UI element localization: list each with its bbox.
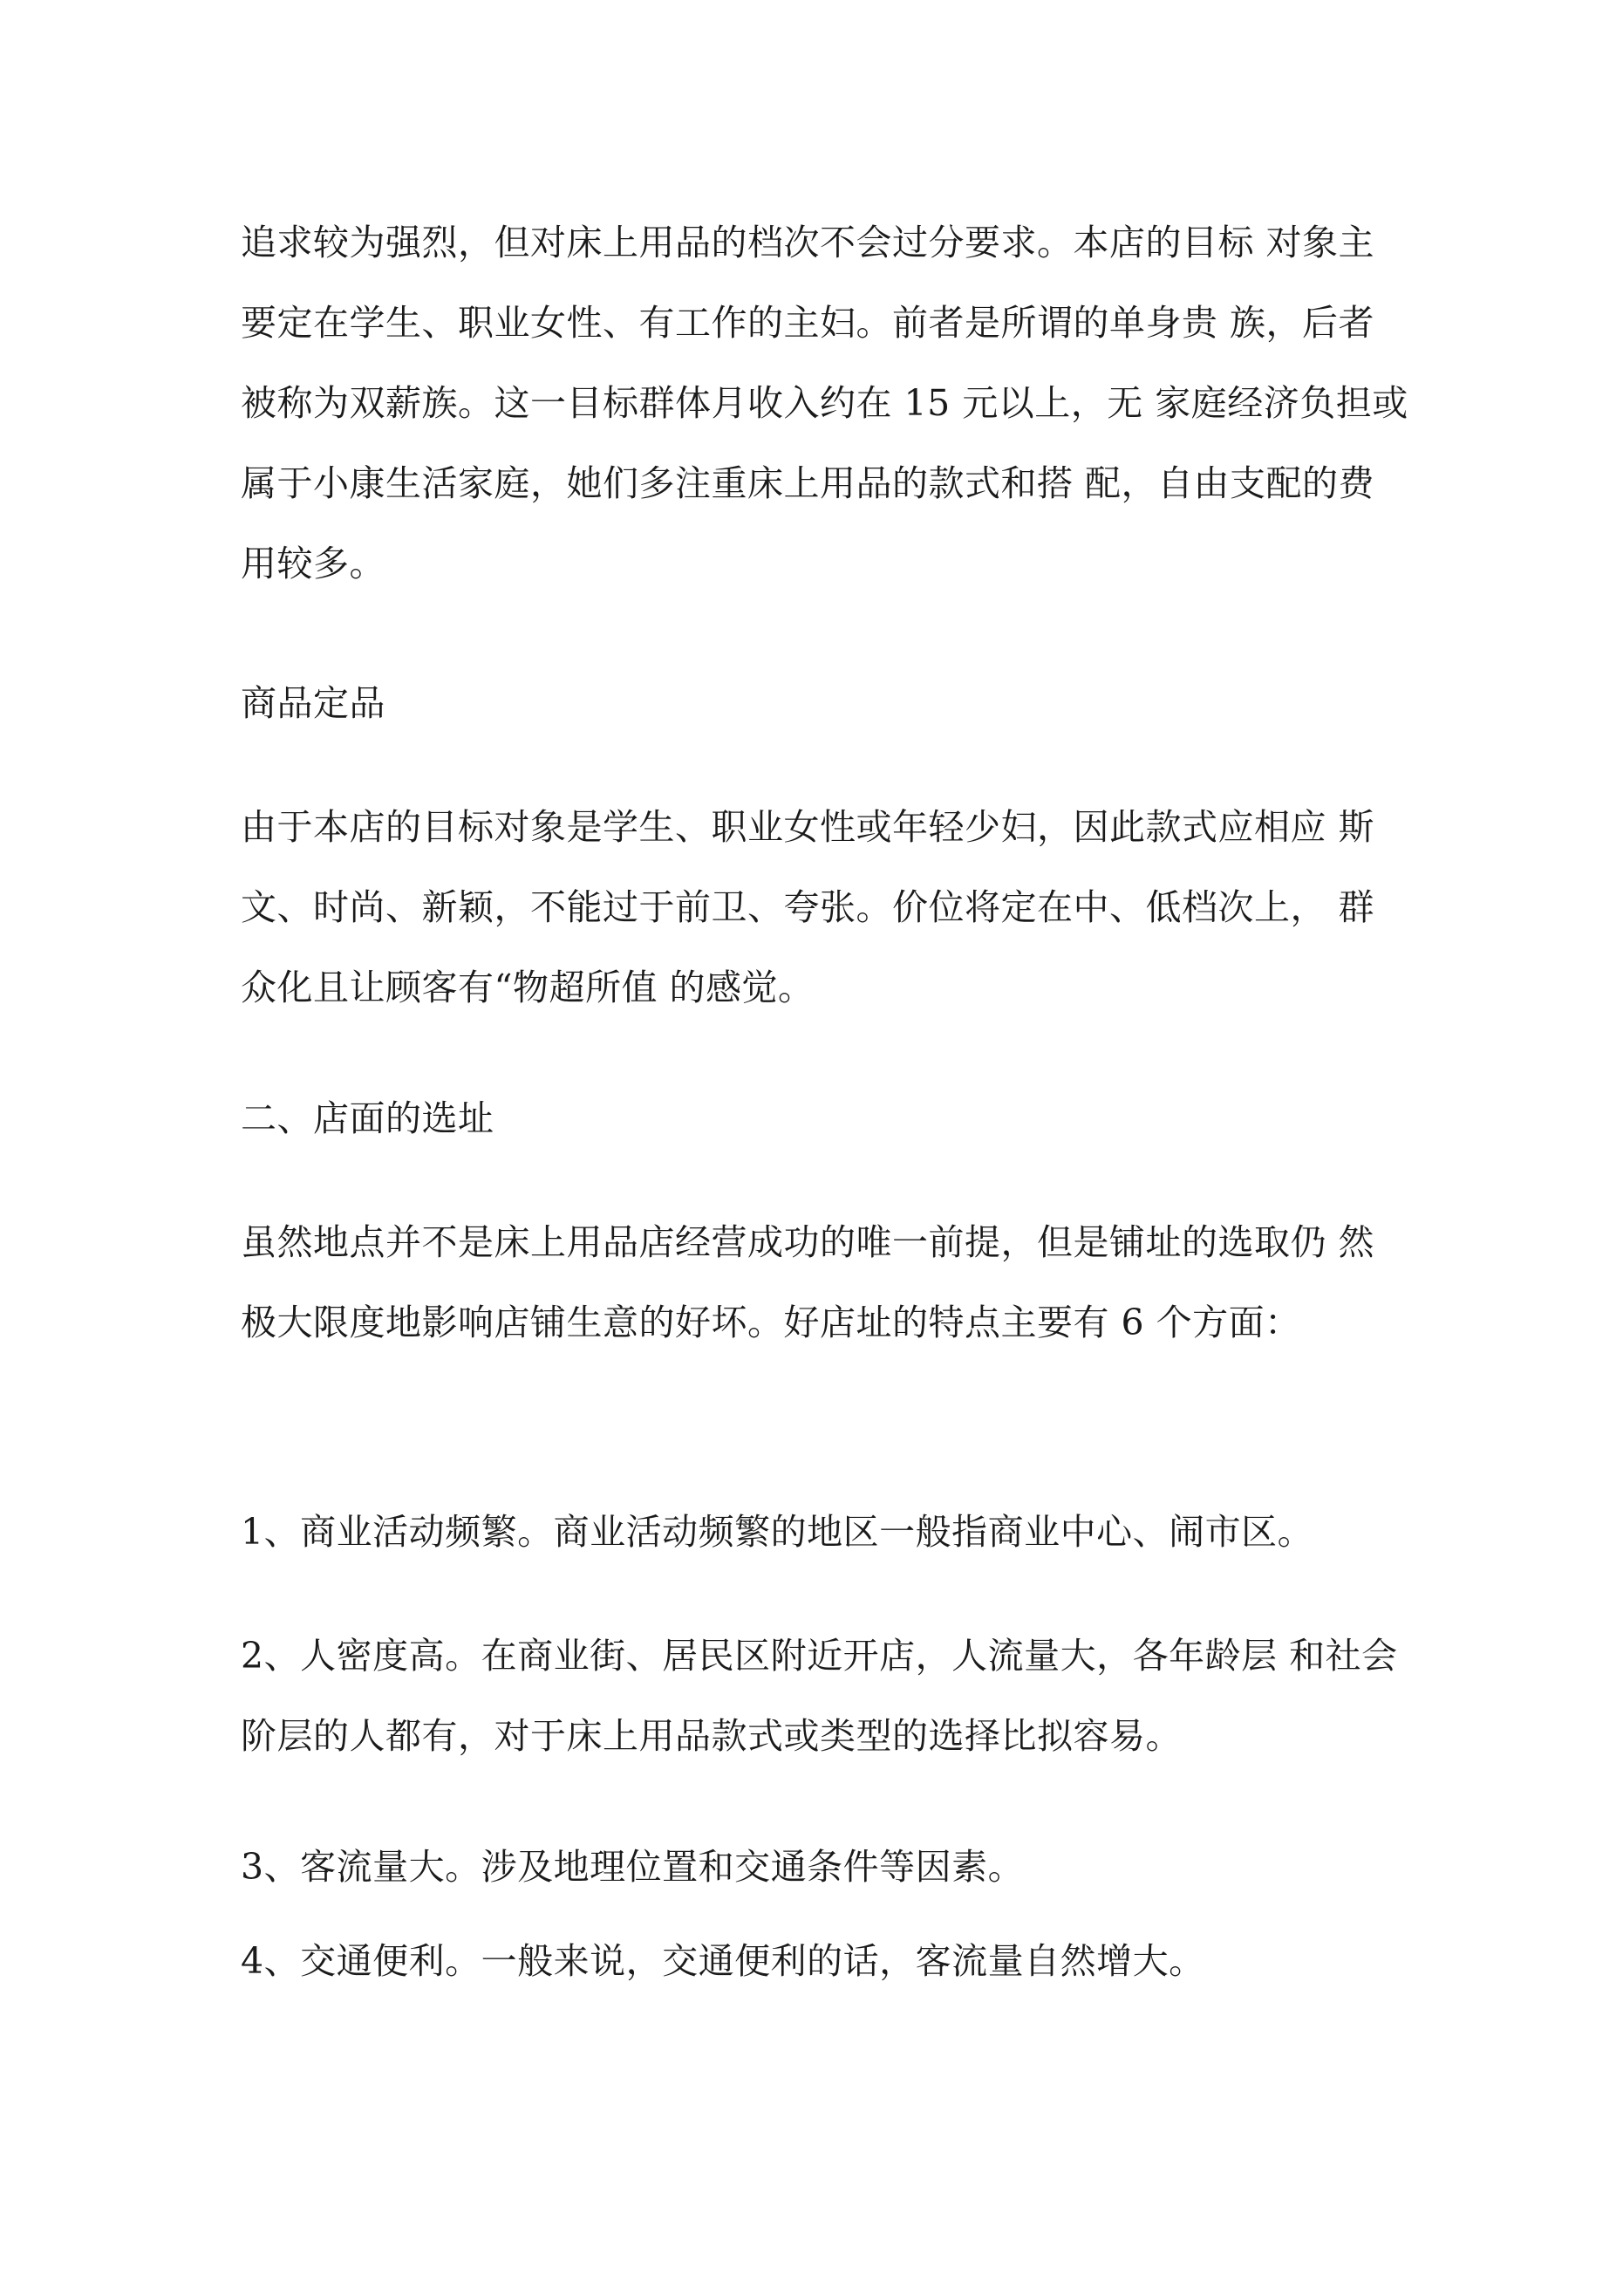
list-item-text: 4、交通便利。一般来说，交通便利的话，客流量自然增大。 — [241, 1940, 1205, 1982]
text-line: 众化且让顾客有“物超所值 的感觉。 — [241, 967, 815, 1008]
text-line: 极大限度地影响店铺生意的好坏。好店址的特点主要有 6 个方面： — [241, 1302, 1301, 1343]
text-line: 被称为双薪族。这一目标群体月收入约在 15 元以上，无 家庭经济负担或 — [241, 382, 1408, 424]
list-item-text: 1、商业活动频繁。商业活动频繁的地区一般指商业中心、闹市区。 — [241, 1511, 1314, 1553]
list-item-text: 3、客流量大。涉及地理位置和交通条件等因素。 — [241, 1846, 1025, 1888]
text-line: 追求较为强烈，但对床上用品的档次不会过分要求。本店的目标 对象主 — [241, 222, 1375, 263]
section-heading: 二、店面的选址 — [241, 1097, 494, 1139]
text-line: 由于本店的目标对象是学生、职业女性或年轻少妇，因此款式应相应 斯 — [241, 806, 1375, 848]
list-item-text: 阶层的人都有，对于床上用品款式或类型的选择比拟容易。 — [241, 1715, 1182, 1757]
text-line: 文、时尚、新颖，不能过于前卫、夸张。价位将定在中、低档次上， 群 — [241, 886, 1375, 928]
text-line: 要定在学生、职业女性、有工作的主妇。前者是所谓的单身贵 族，后者 — [241, 302, 1375, 344]
section-heading: 商品定品 — [241, 682, 385, 724]
text-line: 虽然地点并不是床上用品店经营成功的唯一前提，但是铺址的选取仍 然 — [241, 1221, 1375, 1263]
text-line: 属于小康生活家庭，她们多注重床上用品的款式和搭 配，自由支配的费 — [241, 462, 1375, 504]
text-line: 用较多。 — [241, 543, 385, 584]
list-item-text: 2、人密度高。在商业街、居民区附近开店，人流量大，各年龄层 和社会 — [241, 1635, 1398, 1677]
